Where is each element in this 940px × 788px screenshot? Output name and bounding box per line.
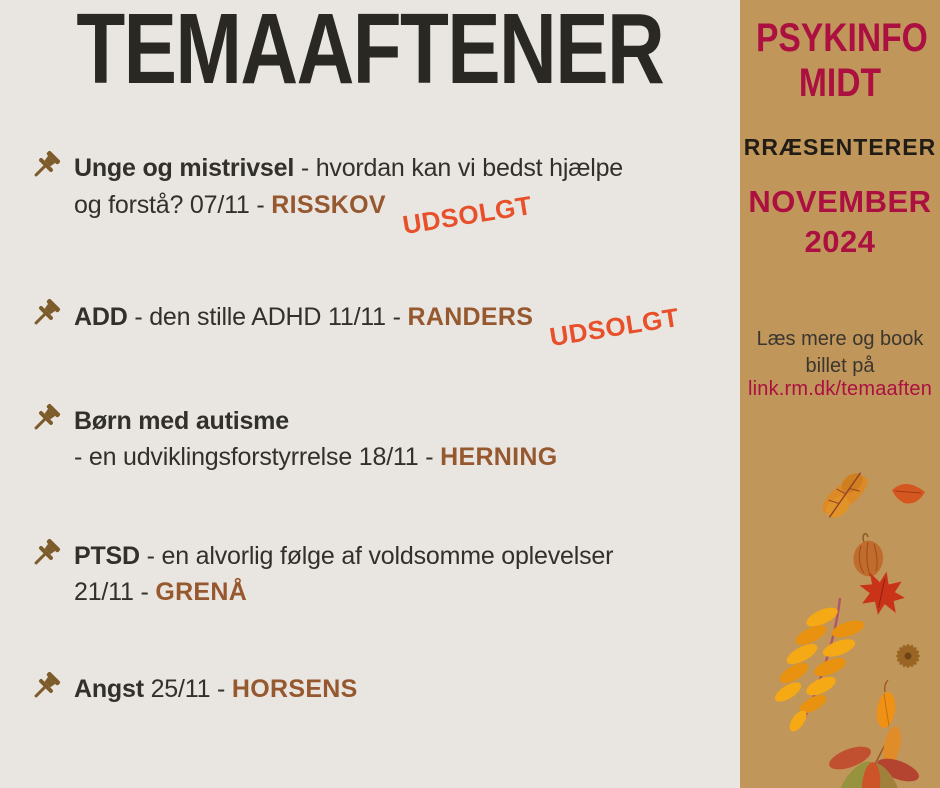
event-description: 21/11 - — [74, 578, 156, 606]
event-line — [74, 298, 682, 353]
oak-leaf-icon — [816, 468, 875, 523]
event-location: GRENÅ — [155, 578, 248, 606]
event-text — [74, 538, 613, 610]
red-leaf-icon — [892, 484, 925, 504]
pushpin-icon — [26, 669, 66, 709]
event-line — [74, 439, 558, 475]
event-title: Unge og mistrivsel — [74, 154, 295, 182]
event-row — [26, 538, 716, 610]
event-line — [74, 403, 558, 439]
event-text — [74, 150, 623, 241]
event-line — [74, 671, 358, 707]
cta-text: Læs mere og book billet på — [756, 328, 924, 377]
small-leaf-icon — [875, 680, 898, 729]
event-text — [74, 671, 358, 707]
event-row — [26, 671, 716, 709]
sold-out-badge: UDSOLGT — [400, 189, 535, 241]
creeper-leaf-icon — [826, 725, 922, 788]
event-title: Børn med autisme — [74, 407, 289, 435]
event-description: og forstå? 07/11 - — [74, 191, 272, 219]
event-description: - hvordan kan vi bedst hjælpe — [294, 154, 623, 182]
event-title: Angst — [74, 675, 144, 703]
poster-title-text: TEMAAFTENER — [76, 0, 664, 105]
poster-title — [0, 0, 740, 104]
month-label: NOVEMBER 2024 — [748, 184, 932, 259]
org-name: PSYKINFO MIDT — [756, 16, 928, 105]
event-row — [26, 298, 716, 353]
event-line — [74, 538, 613, 574]
event-description: - en udviklingsforstyrrelse 18/11 - — [74, 443, 441, 471]
sold-out-badge: UDSOLGT — [547, 301, 682, 353]
event-line — [74, 150, 623, 186]
pushpin-icon — [26, 296, 66, 336]
event-description: - den stille ADHD 11/11 - — [127, 303, 408, 331]
event-location: RANDERS — [407, 303, 534, 331]
event-row — [26, 150, 716, 241]
pushpin-icon — [26, 148, 66, 188]
event-description: - en alvorlig følge af voldsomme oplevelser — [139, 542, 614, 570]
autumn-leaves-decoration — [740, 440, 940, 788]
rowan-leaf-icon — [772, 598, 866, 734]
event-title: PTSD — [74, 542, 140, 570]
event-location: HERNING — [440, 443, 558, 471]
event-description: 25/11 - — [143, 675, 232, 703]
event-location: RISSKOV — [271, 191, 386, 219]
event-row — [26, 403, 716, 475]
booking-link: link.rm.dk/temaaften — [747, 378, 933, 400]
event-text — [74, 298, 682, 353]
event-location: HORSENS — [231, 675, 358, 703]
event-text — [74, 403, 558, 475]
presents-label: RRÆSENTERER — [743, 134, 937, 160]
event-line — [74, 574, 613, 610]
event-title: ADD — [74, 303, 128, 331]
sidebar — [740, 0, 940, 788]
star-anise-icon — [896, 644, 921, 669]
physalis-icon — [854, 534, 884, 577]
pushpin-icon — [26, 536, 66, 576]
pushpin-icon — [26, 401, 66, 441]
event-line — [74, 186, 623, 241]
